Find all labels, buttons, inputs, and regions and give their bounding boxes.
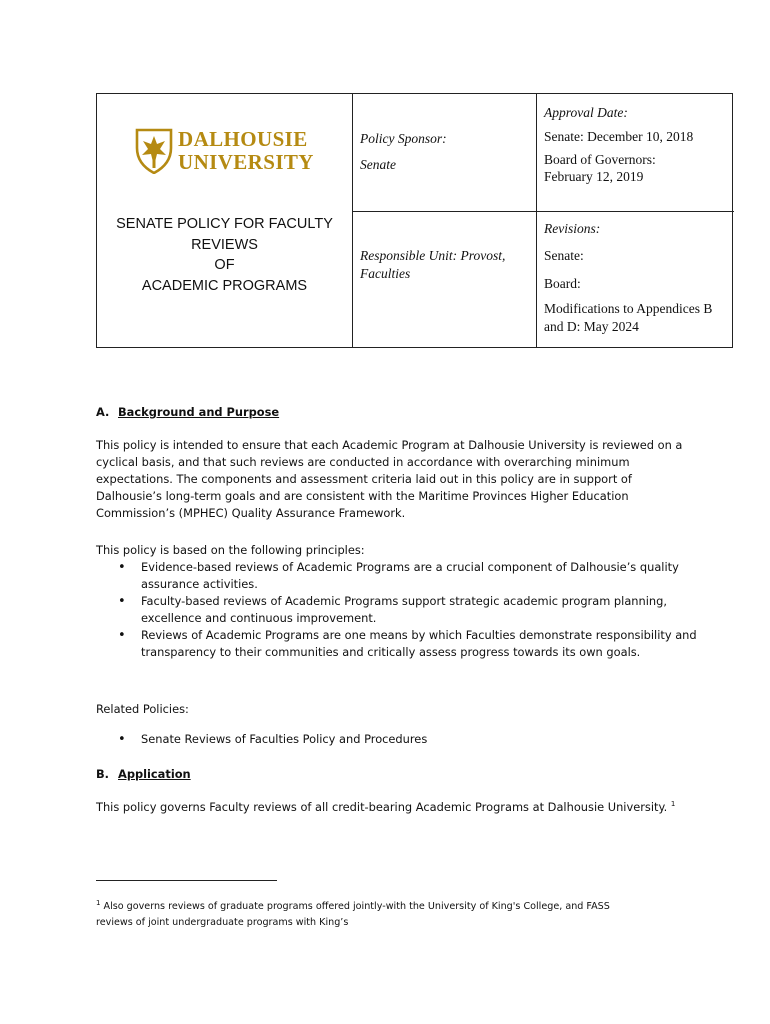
policy-title xyxy=(97,214,352,296)
policy-title-line: OF xyxy=(214,257,235,273)
principles-list xyxy=(96,559,726,661)
section-a-paragraph xyxy=(96,437,726,522)
approval-date-label: Approval Date: xyxy=(544,105,628,120)
principles-block xyxy=(96,542,726,661)
list-item: • Senate Reviews of Faculties Policy and Procedures xyxy=(96,731,706,748)
revisions-modification-line: and D: May 2024 xyxy=(544,319,639,334)
policy-title-line: SENATE POLICY FOR FACULTY xyxy=(116,216,333,232)
list-item xyxy=(96,559,726,593)
revisions-board: Board: xyxy=(544,276,581,291)
section-b-text: This policy governs Faculty reviews of all credit-bearing Academic Programs at Dalhousie University. xyxy=(96,800,668,814)
revisions-modification-line: Modifications to Appendices B xyxy=(544,301,713,316)
paragraph-line: Dalhousie’s long-term goals and are consistent with the Maritime Provinces Higher Education xyxy=(96,489,629,503)
footnote-text: Also governs reviews of graduate programs offered jointly-with the University of King's College, and FASS xyxy=(100,901,610,912)
responsible-unit-line: Responsible Unit: Provost, xyxy=(360,248,506,263)
section-b-paragraph xyxy=(96,799,736,816)
list-item-line: • Evidence-based reviews of Academic Programs are a crucial component of Dalhousie’s quality xyxy=(141,560,679,574)
section-b-label: B. xyxy=(96,767,110,781)
section-a-label: A. xyxy=(96,405,110,419)
approval-board-line: Board of Governors: xyxy=(544,152,656,167)
policy-title-line: REVIEWS xyxy=(191,236,258,253)
section-a-title: Background and Purpose xyxy=(118,405,280,419)
revisions-senate: Senate: xyxy=(544,248,584,263)
approval-board-line: February 12, 2019 xyxy=(544,169,644,184)
approval-senate: Senate: December 10, 2018 xyxy=(544,129,694,144)
table-divider xyxy=(536,94,537,347)
table-divider xyxy=(352,211,734,212)
policy-sponsor-label: Policy Sponsor: xyxy=(360,131,447,146)
dalhousie-logo xyxy=(135,128,315,176)
footnote-mark: 1 xyxy=(96,898,101,907)
list-item xyxy=(96,627,726,661)
list-item-line: • Faculty-based reviews of Academic Programs support strategic academic program planning, xyxy=(141,594,667,608)
policy-header-table xyxy=(96,93,733,348)
paragraph-line: This policy is intended to ensure that each Academic Program at Dalhousie University is reviewed on a xyxy=(96,438,683,452)
policy-sponsor-value: Senate xyxy=(360,157,396,172)
paragraph-line: cyclical basis, and that such reviews are conducted in accordance with overarching minimum xyxy=(96,455,630,469)
logo-wordmark xyxy=(178,128,314,174)
section-a-heading xyxy=(96,404,706,421)
list-item-line: assurance activities. xyxy=(141,577,258,591)
related-policies-label: Related Policies: xyxy=(96,702,189,716)
shield-crest-icon xyxy=(135,128,173,174)
list-item xyxy=(96,593,726,627)
footnote-reference[interactable]: 1 xyxy=(670,800,676,809)
table-divider xyxy=(352,94,353,347)
list-item-line: excellence and continuous improvement. xyxy=(141,611,377,625)
footnote xyxy=(96,899,716,931)
section-b-title: Application xyxy=(118,767,191,781)
footnote-line xyxy=(96,899,716,915)
paragraph-line: expectations. The components and assessment criteria laid out in this policy are in support of xyxy=(96,472,632,486)
list-item-line: transparency to their communities and critically assess progress towards its own goals. xyxy=(141,645,641,659)
footnote-line: reviews of joint undergraduate programs with King’s xyxy=(96,917,349,928)
logo-line-2: UNIVERSITY xyxy=(178,150,314,174)
list-item-line: • Reviews of Academic Programs are one means by which Faculties demonstrate responsibility and xyxy=(141,628,697,642)
responsible-unit-line: Faculties xyxy=(360,266,411,281)
revisions-label: Revisions: xyxy=(544,221,601,236)
principles-intro: This policy is based on the following principles: xyxy=(96,543,365,557)
footnote-separator xyxy=(96,880,277,881)
section-b-heading xyxy=(96,766,706,783)
logo-line-1: DALHOUSIE xyxy=(178,127,308,151)
related-policies-list xyxy=(96,731,706,748)
policy-title-line: ACADEMIC PROGRAMS xyxy=(141,277,308,294)
paragraph-line: Commission’s (MPHEC) Quality Assurance Framework. xyxy=(96,506,406,520)
